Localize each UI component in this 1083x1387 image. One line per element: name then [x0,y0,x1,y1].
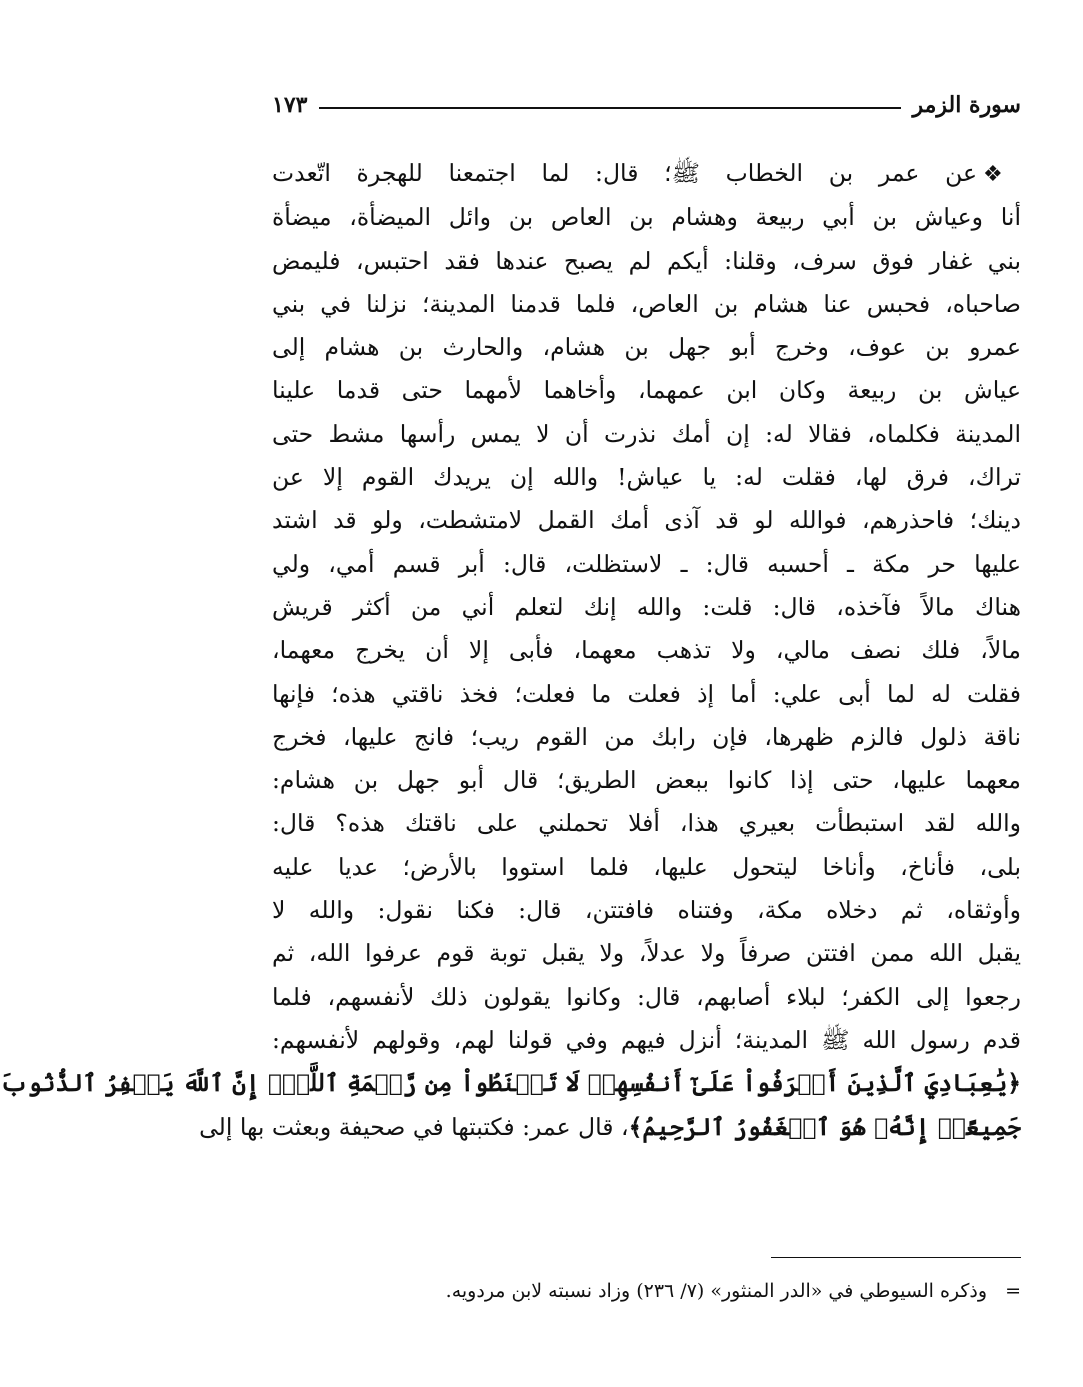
text-line: ❖عن عمر بن الخطاب ﷺ؛ قال: لما اجتمعنا للهجرة اتّعدت [272,159,1021,187]
page-number: ١٧٣ [272,92,308,118]
text-line: عليها حر مكة ـ أحسبه قال: ـ لاستظلت، قال: أبر قسم أمي، ولي [272,549,1021,578]
footnote-text: وذكره السيوطي في «الدر المنثور» (٧/ ٢٣٦) وزاد نسبته لابن مردويه. [445,1280,988,1302]
text-line: بلى، فأناخ، وأناخا ليتحول عليها، فلما استووا بالأرض؛ عديا عليه [272,852,1021,881]
text-line: وأوثقاه، ثم دخلاه مكة، وفتناه فافتتن، قال: فكنا نقول: والله لا [272,896,1021,925]
text-line: معهما عليها، حتى إذا كانوا ببعض الطريق؛ قال أبو جهل بن هشام: [272,766,1021,795]
text-line: أنا وعياش بن أبي ربيعة وهشام بن العاص بن وائل الميضأة، ميضأة [272,203,1021,232]
text-line: قدم رسول الله ﷺ المدينة؛ أنزل فيهم وفي قولنا لهم، وقولهم لأنفسهم: [272,1025,1021,1054]
header-rule [319,107,900,109]
body-text [0,152,1022,1149]
text-line: رجعوا إلى الكفر؛ لبلاء أصابهم، قال: وكانوا يقولون ذلك لأنفسهم، فلما [272,982,1021,1011]
text-line: عياش بن ربيعة وكان ابن عمهما، وأخاهما لأمهما حتى قدما علينا [272,376,1021,405]
quran-verse-end: جَمِيعًاۚ إِنَّهُۥ هُوَ ٱلۡغَفُورُ ٱلرَّحِيمُ﴾ [628,1112,1021,1141]
surah-title: سورة الزمر [912,92,1021,118]
quran-verse-line: ﴿يَٰعِبَادِيَ ٱلَّذِينَ أَسۡرَفُواْ عَلَىٰٓ أَنفُسِهِمۡ لَا تَقۡنَطُواْ مِن رَّحۡمَةِ ٱللَّهِۚ إِنَّ ٱللَّهَ يَغۡفِرُ ٱلذُّنُوبَ [0,1069,1021,1098]
text-line: مالاً، فلك نصف مالي، ولا تذهب معهما، فأبى إلا أن يخرج معهما، [272,636,1021,665]
footnote [272,1276,1021,1306]
text-line: تراك، فرق لها، فقلت له: يا عياش! والله إن يريدك القوم إلا عن [272,463,1021,492]
text-line: والله لقد استبطأت بعيري هذا، أفلا تحملني على ناقتك هذه؟ قال: [272,809,1021,838]
text-line: المدينة فكلماه، فقالا له: إن أمك نذرت أن لا يمس رأسها مشط حتى [272,419,1021,448]
bullet-diamond-icon: ❖ [983,162,1021,187]
text-line: ناقة ذلول فالزم ظهرها، فإن رابك من القوم ريب؛ فانج عليها، فخرج [272,722,1021,751]
text-line: صاحباه، فحبس عنا هشام بن العاص، فلما قدمنا المدينة؛ نزلنا في بني [272,289,1021,318]
text-line: فقلت له لما أبى علي: أما إذ فعلت ما فعلت؛ فخذ ناقتي هذه؛ فإنها [272,679,1021,708]
text-line [199,1106,1021,1149]
text-tail: ، قال عمر: فكتبتها في صحيفة وبعثت بها إلى [199,1112,629,1141]
text-line: دينك؛ فاحذرهم، فوالله لو قد آذى أمك القمل لامتشطت، ولو قد اشتد [272,506,1021,535]
footnote-rule [771,1257,1021,1258]
text-line: هناك مالاً فآخذه، قال: قلت: والله إنك لتعلم أني من أكثر قريش [272,592,1021,621]
text-line: عمرو بن عوف، وخرج أبو جهل بن هشام، والحارث بن هشام إلى [272,333,1021,362]
footnote-continuation-marker: = [1005,1280,1021,1302]
text-line: بني غفار فوق سرف، وقلنا: أيكم لم يصبح عندها فقد احتبس، فليمض [272,246,1022,275]
running-header [272,88,1021,122]
text-line: يقبل الله ممن افتتن صرفاً ولا عدلاً، ولا يقبل توبة قوم عرفوا الله، ثم [272,939,1021,968]
